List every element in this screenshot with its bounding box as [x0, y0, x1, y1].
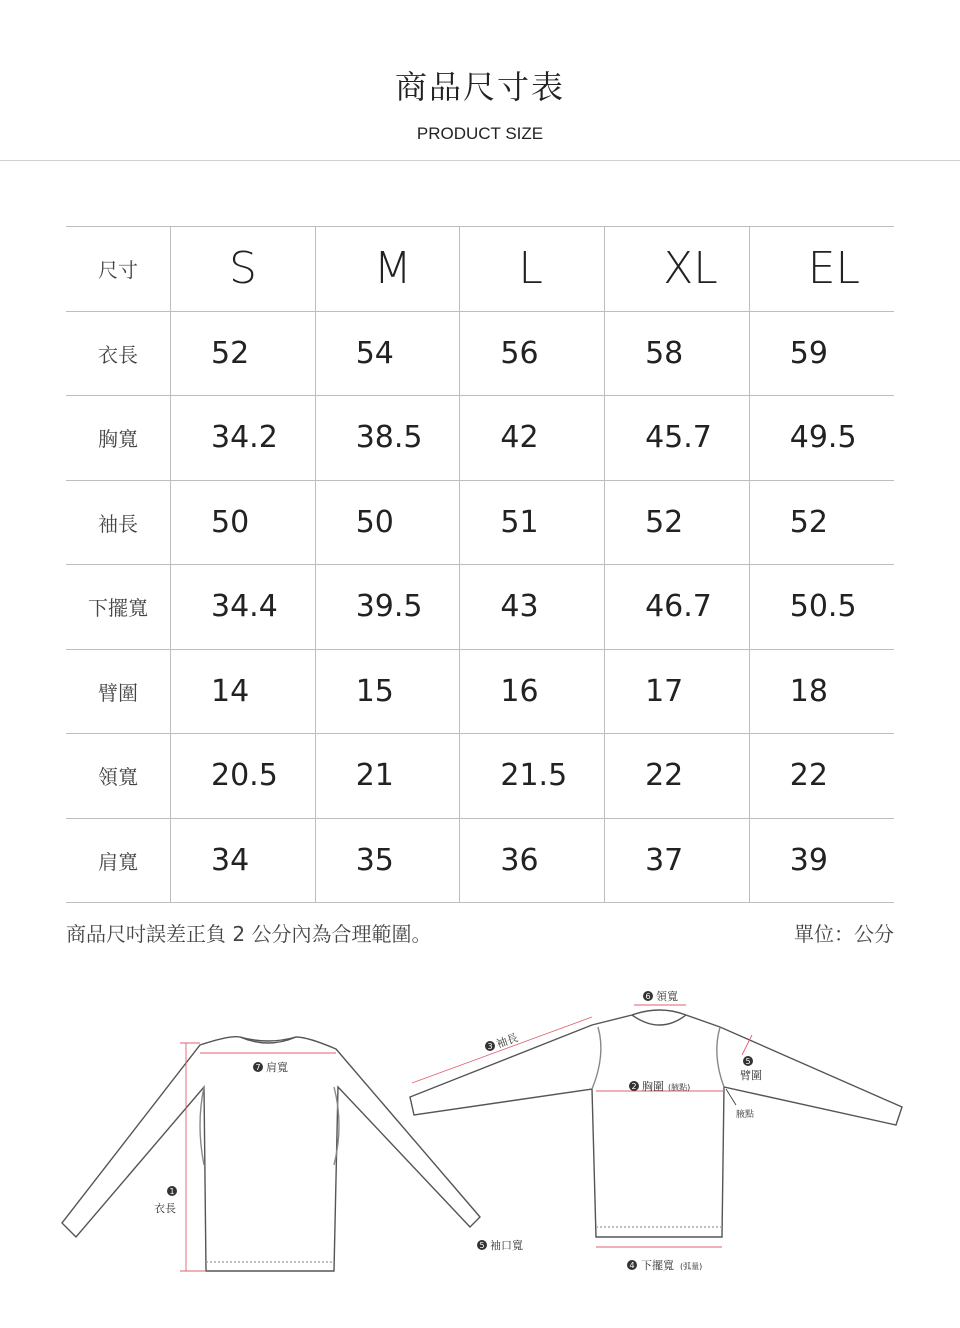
- shirt-back-measure-lines: [180, 1043, 336, 1271]
- unit-label: 單位：公分: [794, 922, 894, 946]
- chest-label: 胸圍: [642, 1080, 664, 1093]
- table-row: [66, 396, 894, 481]
- label-neck: [643, 989, 678, 1003]
- marker-length-num: 1: [169, 1187, 175, 1196]
- table-cell: 51: [460, 480, 605, 565]
- row-label: 衣長: [66, 311, 171, 396]
- table-row: [66, 649, 894, 734]
- table-row: [66, 734, 894, 819]
- table-cell: 50: [171, 480, 316, 565]
- table-cell: 15: [315, 649, 460, 734]
- size-header: S: [171, 227, 316, 312]
- chest-sub-label: (腋點): [668, 1083, 691, 1092]
- label-hem: [627, 1258, 702, 1272]
- size-header: L: [460, 227, 605, 312]
- label-arm: [740, 1056, 762, 1082]
- sleeve-label: 袖長: [494, 1031, 520, 1051]
- marker-chest-num: 2: [631, 1082, 637, 1091]
- hem-label: 下擺寬: [641, 1259, 674, 1272]
- table-cell: 45.7: [605, 396, 750, 481]
- marker-shoulder-num: 7: [255, 1063, 261, 1072]
- label-sleeve: [485, 1030, 520, 1051]
- size-table: [66, 226, 894, 903]
- table-cell: 52: [605, 480, 750, 565]
- table-cell: 50.5: [749, 565, 894, 650]
- hem-sub-label: (弧量): [680, 1262, 703, 1271]
- label-shoulder: [253, 1060, 288, 1074]
- cuff-label: 袖口寬: [490, 1239, 523, 1252]
- row-label: 肩寬: [66, 818, 171, 903]
- marker-cuff-num: 5: [479, 1241, 485, 1250]
- table-cell: 59: [749, 311, 894, 396]
- table-cell: 52: [749, 480, 894, 565]
- table-cell: 42: [460, 396, 605, 481]
- label-length: [154, 1186, 177, 1215]
- page-title: 商品尺寸表: [394, 68, 565, 106]
- table-cell: 38.5: [315, 396, 460, 481]
- table-cell: 52: [171, 311, 316, 396]
- size-header: EL: [749, 227, 894, 312]
- table-cell: 37: [605, 818, 750, 903]
- row-label: 下擺寬: [66, 565, 171, 650]
- table-cell: 20.5: [171, 734, 316, 819]
- table-row: [66, 480, 894, 565]
- table-cell: 18: [749, 649, 894, 734]
- table-cell: 58: [605, 311, 750, 396]
- table-row: [66, 311, 894, 396]
- table-cell: 50: [315, 480, 460, 565]
- arm-label: 臂圍: [740, 1069, 762, 1082]
- table-cell: 34: [171, 818, 316, 903]
- marker-neck-num: 6: [645, 992, 651, 1001]
- table-cell: 36: [460, 818, 605, 903]
- table-cell: 16: [460, 649, 605, 734]
- table-cell: 56: [460, 311, 605, 396]
- table-header-row: [66, 227, 894, 312]
- label-armpit: [726, 1089, 754, 1120]
- table-cell: 34.4: [171, 565, 316, 650]
- measurement-diagram: [0, 975, 960, 1295]
- table-cell: 21.5: [460, 734, 605, 819]
- shoulder-label: 肩寬: [266, 1061, 288, 1074]
- length-label: 衣長: [154, 1202, 176, 1215]
- label-cuff: [477, 1238, 523, 1252]
- header: [0, 0, 960, 161]
- armpit-label: 腋點: [736, 1110, 755, 1120]
- table-cell: 21: [315, 734, 460, 819]
- table-row: [66, 565, 894, 650]
- table-cell: 54: [315, 311, 460, 396]
- tolerance-note: 商品尺吋誤差正負 2 公分內為合理範圍。: [66, 922, 432, 946]
- table-cell: 14: [171, 649, 316, 734]
- size-header: M: [315, 227, 460, 312]
- row-label: 袖長: [66, 480, 171, 565]
- marker-arm-num: 5: [745, 1057, 751, 1066]
- marker-hem-num: 4: [629, 1261, 635, 1270]
- table-cell: 35: [315, 818, 460, 903]
- row-label: 胸寬: [66, 396, 171, 481]
- marker-sleeve-num: 3: [487, 1042, 493, 1051]
- page-subtitle: PRODUCT SIZE: [416, 124, 544, 143]
- size-header: XL: [605, 227, 750, 312]
- table-cell: 49.5: [749, 396, 894, 481]
- table-cell: 22: [605, 734, 750, 819]
- table-cell: 17: [605, 649, 750, 734]
- neck-label: 領寬: [656, 990, 678, 1003]
- row-label: 臂圍: [66, 649, 171, 734]
- corner-label: 尺寸: [66, 227, 171, 312]
- shirt-front-illustration: [410, 1010, 902, 1237]
- table-cell: 39.5: [315, 565, 460, 650]
- row-label: 領寬: [66, 734, 171, 819]
- table-row: [66, 818, 894, 903]
- shirt-front-measure-lines: [412, 1005, 755, 1247]
- table-cell: 46.7: [605, 565, 750, 650]
- table-cell: 34.2: [171, 396, 316, 481]
- table-cell: 39: [749, 818, 894, 903]
- table-cell: 22: [749, 734, 894, 819]
- table-cell: 43: [460, 565, 605, 650]
